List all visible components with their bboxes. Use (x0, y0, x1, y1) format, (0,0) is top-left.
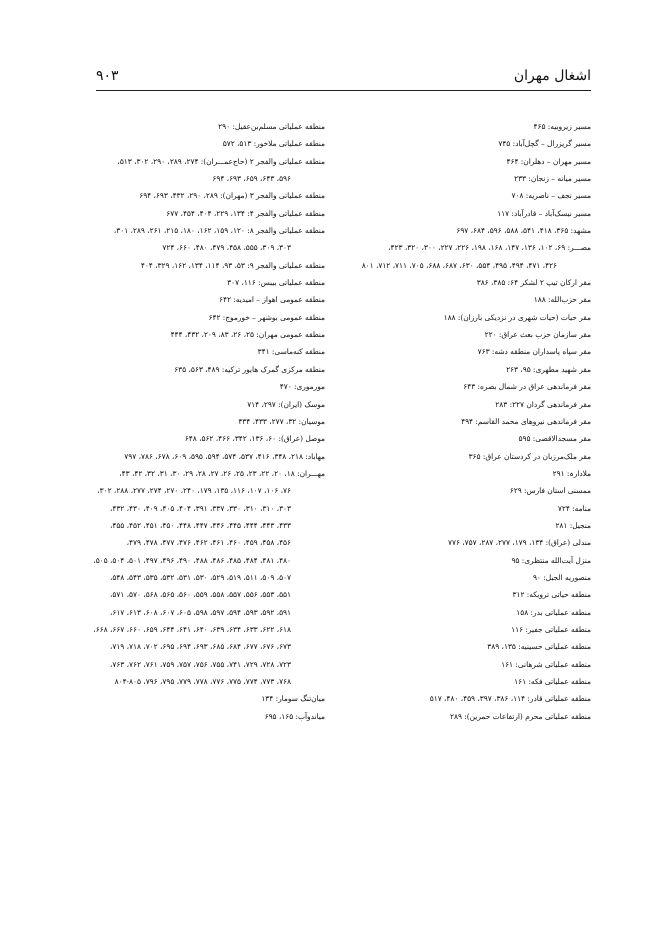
index-entry: مهاباد: ۲۱۸، ۳۴۸، ۴۱۶، ۵۳۷، ۵۷۴، ۵۹۴، ۵۹۵، ۶۰۹، ۶۷۸، ۷۸۶، ۷۹۷ (124, 451, 325, 461)
index-entry: منطقه عملیاتی فکه: ۱۶۱ (514, 677, 591, 686)
index-entry: مقر سپاه پاسداران منطقه دشه: ۷۶۳ (477, 347, 591, 357)
index-entry: منطقه عملیاتی بیبس: ۱۱۶، ۳۰۷ (227, 278, 325, 288)
index-entry-continuation: ۵۹۱، ۵۹۲، ۵۹۳، ۵۹۴، ۵۹۷، ۵۹۸، ۶۰۵، ۶۰۷، ۶۰۸، ۶۱۳، ۶۱۷، (109, 607, 291, 617)
index-entry-continuation: ۶۱۸، ۶۲۲، ۶۳۳، ۶۳۴، ۶۳۹، ۶۴۰، ۶۴۱، ۶۴۴، ۶۵۹، ۶۶۰، ۶۶۷، ۶۶۸، (93, 624, 291, 634)
index-entry: منطقه عملیاتی والفجر ۳ (مهران): ۲۸۹، ۲۹۰، ۴۳۲، ۶۹۳، ۶۹۴ (139, 191, 325, 201)
index-column-right (361, 118, 591, 725)
index-entry: مقر فرماندهی گردان ۲۲۷: ۲۸۳ (495, 399, 591, 409)
index-entry: مورموری: ۴۷۰ (279, 382, 325, 392)
index-entry: مقر حزب‌الله: ۱۸۸ (533, 295, 591, 305)
index-entry: مقر ملک‌مرزبان در کردستان عراق: ۳۶۵ (468, 451, 591, 461)
index-entry: موسیان: ۳۲، ۲۷۷، ۴۳۳، ۴۳۴ (238, 416, 325, 426)
index-entry: منطقه عملیاتی والفجر ۴: ۱۳۴، ۲۲۹، ۴۰۴، ۴۵۴، ۶۷۷ (166, 208, 325, 218)
index-entry: مقر فرماندهی نیروهای محمد القاسم: ۴۹۴ (461, 416, 591, 426)
index-entry: منطقه عملیاتی حسینیه: ۱۳۵، ۳۸۹ (487, 642, 591, 652)
index-entry: منطقه عملیاتی والفجر ۲ (حاج‌عمـــران): ۲۷۴، ۲۸۹، ۲۹۰، ۳۰۲، ۵۱۳، (117, 156, 325, 166)
index-entry-continuation: ۷۶، ۱۰۶، ۱۰۷، ۱۱۶، ۱۳۵، ۱۷۹، ۲۴۰، ۲۷۰، ۲۷۴، ۲۷۷، ۲۸۸، ۳۰۲، (97, 486, 291, 496)
index-entry: منطقه عمومی مهران: ۲۵، ۲۶، ۸۳، ۲۰۹، ۴۳۲، ۴۴۴ (170, 330, 325, 340)
index-entry: مقر ارکان تیپ ۲ لشکر ۶۴: ۳۸۵، ۳۸۶ (476, 278, 591, 288)
index-entry: منطقه عملیاتی والفجر ۹: ۵۳، ۹۳، ۱۱۴، ۱۳۴، ۱۶۲، ۳۲۹، ۴۰۴ (140, 260, 325, 270)
index-entry: مسیر زیروبیه: ۴۶۵ (533, 122, 591, 131)
index-entry-continuation: ۶۷۳، ۶۷۶، ۶۷۷، ۶۸۴، ۶۸۵، ۶۹۳، ۶۹۴، ۶۹۵، ۷۰۲، ۷۱۸، ۷۱۹، (109, 642, 291, 652)
index-entry-continuation: ۵۵۱، ۵۵۳، ۵۵۶، ۵۵۷، ۵۵۸، ۵۵۹، ۵۶۰، ۵۶۵، ۵۶۸، ۵۷۰، ۵۷۱، (109, 590, 291, 600)
index-entry: مندلی (عراق): ۱۳۴، ۱۷۹، ۲۷۷، ۲۸۷، ۷۵۷، ۷۷۶ (448, 538, 591, 548)
index-entry: منصوریه الجبل: ۹۰ (532, 572, 591, 582)
index-entry: مقر شهید مطهری: ۹۵، ۲۶۳ (506, 364, 591, 374)
index-entry-continuation: ۴۳۳، ۴۴۳، ۴۴۴، ۴۴۵، ۴۴۶، ۴۴۷، ۴۴۸، ۴۵۰، ۴۵۱، ۴۵۲، ۴۵۵، (109, 520, 291, 530)
index-entry: مسیر گریزرال – گچل‌آباد: ۷۴۵ (498, 139, 591, 149)
index-entry-continuation: ۷۶۸، ۷۷۳، ۷۷۴، ۷۷۵، ۷۷۶، ۷۷۸، ۷۷۹، ۷۹۵، ۷۹۶، ۸۰۴-۸۰۵ (114, 677, 291, 686)
index-entry: منطقه عملیاتی قادر: ۱۱۴، ۳۸۶، ۳۹۷، ۴۵۹، ۴۸۰، ۵۱۷ (429, 694, 591, 704)
running-title: اشغال مهران (513, 68, 591, 84)
index-entry: مسیر نجف – ناصریه: ۷۰۸ (511, 191, 591, 201)
page-header (96, 66, 591, 91)
index-entry: مقر فرماندهی عراق در شمال بصره: ۶۴۳ (463, 382, 591, 392)
index-entry: مهـــران: ۱۸، ۲۰، ۲۲، ۲۳، ۲۵، ۲۶، ۲۷، ۲۸، ۲۹، ۳۰، ۳۱، ۳۲، ۴۲، ۴۳، (119, 468, 325, 478)
index-entry-continuation: ۳۰۳، ۳۱۰، ۳۱۰، ۳۳۰، ۳۳۷، ۳۹۱، ۴۰۴، ۴۰۵، ۴۰۹، ۴۳۰، ۴۳۲، (109, 503, 291, 513)
index-entry: منطقه عملیاتی مسلم‌بن‌عقیل: ۲۹۰ (218, 122, 325, 131)
index-entry: مسیر میانه – زنجان: ۲۳۳ (514, 174, 591, 184)
index-column-left (77, 118, 325, 725)
index-entry: مقر سازمان حزب بعث عراق: ۲۲۰ (484, 330, 591, 340)
index-entry: منطقه عمومی اهواز – امیدیه: ۶۴۲ (219, 295, 325, 305)
index-entry: منطقه عملیاتی بدر: ۱۵۸ (516, 607, 591, 617)
index-entry-continuation: ۳۰۳، ۳۰۹، ۵۵۵، ۴۵۸، ۴۷۹، ۴۸۰، ۶۶۰، ۷۲۴ (162, 243, 291, 253)
index-entry: منطقه عملیاتی شرهانی: ۱۶۱ (501, 659, 591, 669)
index-entry: منطقه مرکزی گمرک هایور ترکیه: ۴۸۹، ۵۶۳، ۶۳۵ (174, 364, 325, 374)
index-entry: مصـــر: ۶۹، ۱۰۲، ۱۳۶، ۱۴۷، ۱۶۸، ۱۹۸، ۲۲۶، ۲۲۷، ۳۰۰، ۳۲۰، ۴۲۳، (388, 243, 591, 253)
index-entry-continuation: ۵۹۶، ۶۴۳، ۶۵۹، ۶۹۳، ۶۹۴ (212, 174, 291, 184)
page-number: ۹۰۳ (96, 68, 119, 84)
index-entry: منطقه کنه‌ماسی: ۳۴۱ (257, 347, 325, 357)
index-entry: منطقه عملیاتی جفیر: ۱۱۶ (511, 624, 591, 634)
index-entry: منامه: ۷۲۴ (557, 503, 591, 513)
index-entry: ملادارہ: ۲۹۱ (552, 468, 591, 478)
index-entry: مقر حیات (حیات شهری در نزدیکی بارزان): ۱۸۸ (443, 312, 591, 322)
index-entry-continuation: ۷۲۳، ۷۲۸، ۷۲۹، ۷۴۱، ۷۵۵، ۷۵۶، ۷۵۷، ۷۵۹، ۷۶۱، ۷۶۲، ۷۶۳، (109, 659, 291, 669)
index-entry: مشهد: ۳۶۵، ۴۱۸، ۵۴۱، ۵۸۸، ۵۹۶، ۶۸۴، ۶۹۷ (456, 226, 591, 236)
index-entry-continuation: ۴۲۶، ۴۷۱، ۴۹۴، ۴۹۵، ۵۵۴، ۶۳۰، ۶۸۷، ۶۸۸، ۷۰۵، ۷۱۱، ۷۱۲، ۸۰۱ (361, 260, 557, 270)
index-entry: منزل آیت‌الله منتظری: ۹۵ (511, 555, 591, 565)
index-entry-continuation: ۵۰۷، ۵۰۹، ۵۱۱، ۵۱۹، ۵۲۹، ۵۳۰، ۵۳۱، ۵۳۲، ۵۳۵، ۵۴۳، ۵۴۸، (109, 572, 291, 582)
index-entry: منطقه عملیاتی ملاخور: ۵۱۳، ۵۷۲ (222, 139, 325, 149)
index-entry: میان‌تنگ سومار: ۱۳۴ (261, 694, 325, 704)
index-entry: مقر مسجدالاقصی: ۵۹۵ (518, 434, 591, 444)
index-entry: منطقه حیاتی ترویکه: ۳۱۲ (512, 590, 591, 600)
index-entry: مسیر مهران – دهلران: ۴۶۴ (506, 156, 591, 166)
index-entry: منطقه عملیاتی محرم (ارتفاعات حمرین): ۲۸۹ (450, 711, 591, 721)
index-entry: مسیر نیسک‌آباد – قادرآباد: ۱۱۷ (497, 208, 591, 218)
index-entry: موسک (ایران): ۲۹۷، ۷۱۴ (247, 399, 325, 409)
index-entry: منطقه عمومی بوشهر – خورموج: ۶۴۲ (208, 312, 325, 322)
index-entry: ممسنی استان فارس: ۶۲۹ (509, 486, 591, 496)
index-entry-continuation: ۴۸۰، ۴۸۱، ۴۸۴، ۴۸۵، ۴۸۶، ۴۸۸، ۴۹۰، ۴۹۶، ۴۹۷، ۵۰۱، ۵۰۴، ۵۰۵، (93, 555, 291, 565)
index-entry-continuation: ۴۵۶، ۴۵۸، ۴۵۹، ۴۶۰، ۴۶۱، ۴۶۲، ۴۷۶، ۴۷۷، ۴۷۸، ۴۷۹، (126, 538, 291, 548)
index-entry: منجیل: ۲۸۱ (555, 520, 591, 530)
index-entry: منطقه عملیاتی والفجر ۸: ۱۲۰، ۱۵۹، ۱۶۲، ۱۸۰، ۲۱۵، ۲۶۱، ۲۸۹، ۳۰۱، (113, 226, 325, 236)
index-entry: میاندوآب: ۱۶۵، ۶۹۵ (264, 711, 325, 721)
index-entry: موصل (عراق): ۶۰، ۱۳۶، ۳۴۲، ۴۶۶، ۵۶۲، ۶۴۸ (184, 434, 325, 444)
